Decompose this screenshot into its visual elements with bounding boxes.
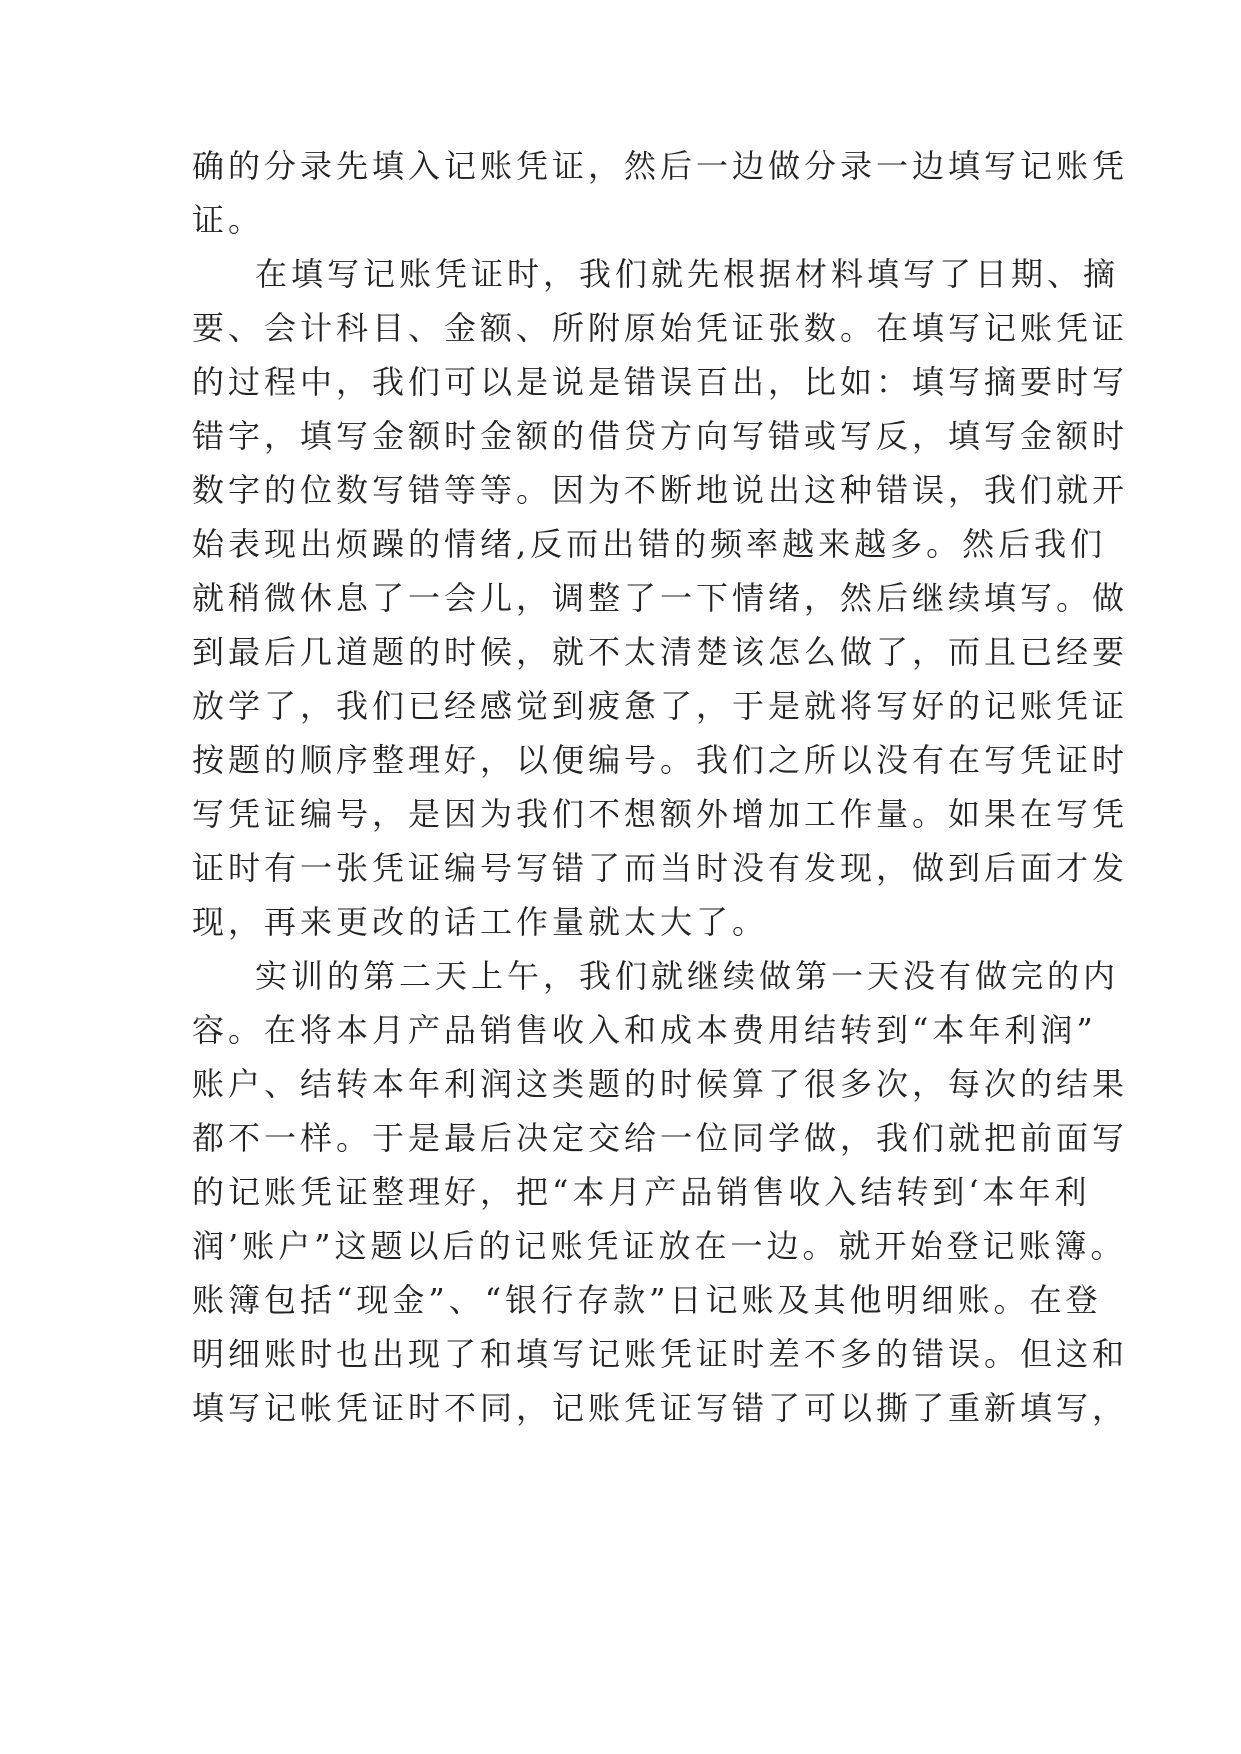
text-line: 现，再来更改的话工作量就太大了。 (192, 903, 769, 941)
text-line: 要、会计科目、金额、所附原始凭证张数。在填写记账凭证 (192, 309, 1129, 347)
text-line: 确的分录先填入记账凭证，然后一边做分录一边填写记账凭 (192, 147, 1129, 185)
text-line: 润’账户”这题以后的记账凭证放在一边。就开始登记账簿。 (192, 1227, 1127, 1265)
text-line: 容。在将本月产品销售收入和成本费用结转到“本年利润” (192, 1011, 1097, 1049)
text-line: 到最后几道题的时候，就不太清楚该怎么做了，而且已经要 (192, 633, 1129, 671)
paragraph-start-line: 实训的第二天上午，我们就继续做第一天没有做完的内 (255, 957, 1120, 995)
text-line: 放学了，我们已经感觉到疲惫了，于是就将写好的记账凭证 (192, 687, 1129, 725)
text-line: 按题的顺序整理好，以便编号。我们之所以没有在写凭证时 (192, 741, 1129, 779)
text-line: 证。 (192, 201, 265, 239)
text-line: 都不一样。于是最后决定交给一位同学做，我们就把前面写 (192, 1119, 1129, 1157)
text-line: 证时有一张凭证编号写错了而当时没有发现，做到后面才发 (192, 849, 1129, 887)
paragraph-start-line: 在填写记账凭证时，我们就先根据材料填写了日期、摘 (255, 255, 1120, 293)
text-line: 就稍微休息了一会儿，调整了一下情绪，然后继续填写。做 (192, 579, 1129, 617)
text-line: 数字的位数写错等等。因为不断地说出这种错误，我们就开 (192, 471, 1129, 509)
text-line: 账簿包括“现金”、“银行存款”日记账及其他明细账。在登 (192, 1281, 1102, 1319)
text-line: 填写记帐凭证时不同，记账凭证写错了可以撕了重新填写， (192, 1389, 1129, 1427)
text-line: 账户、结转本年利润这类题的时候算了很多次，每次的结果 (192, 1065, 1129, 1103)
text-line: 错字，填写金额时金额的借贷方向写错或写反，填写金额时 (192, 417, 1129, 455)
text-line: 写凭证编号，是因为我们不想额外增加工作量。如果在写凭 (192, 795, 1129, 833)
text-line: 始表现出烦躁的情绪,反而出错的频率越来越多。然后我们 (192, 525, 1107, 563)
text-line: 的过程中，我们可以是说是错误百出，比如：填写摘要时写 (192, 363, 1129, 401)
text-line: 的记账凭证整理好，把“本月产品销售收入结转到‘本年利 (192, 1173, 1091, 1211)
text-line: 明细账时也出现了和填写记账凭证时差不多的错误。但这和 (192, 1335, 1129, 1373)
